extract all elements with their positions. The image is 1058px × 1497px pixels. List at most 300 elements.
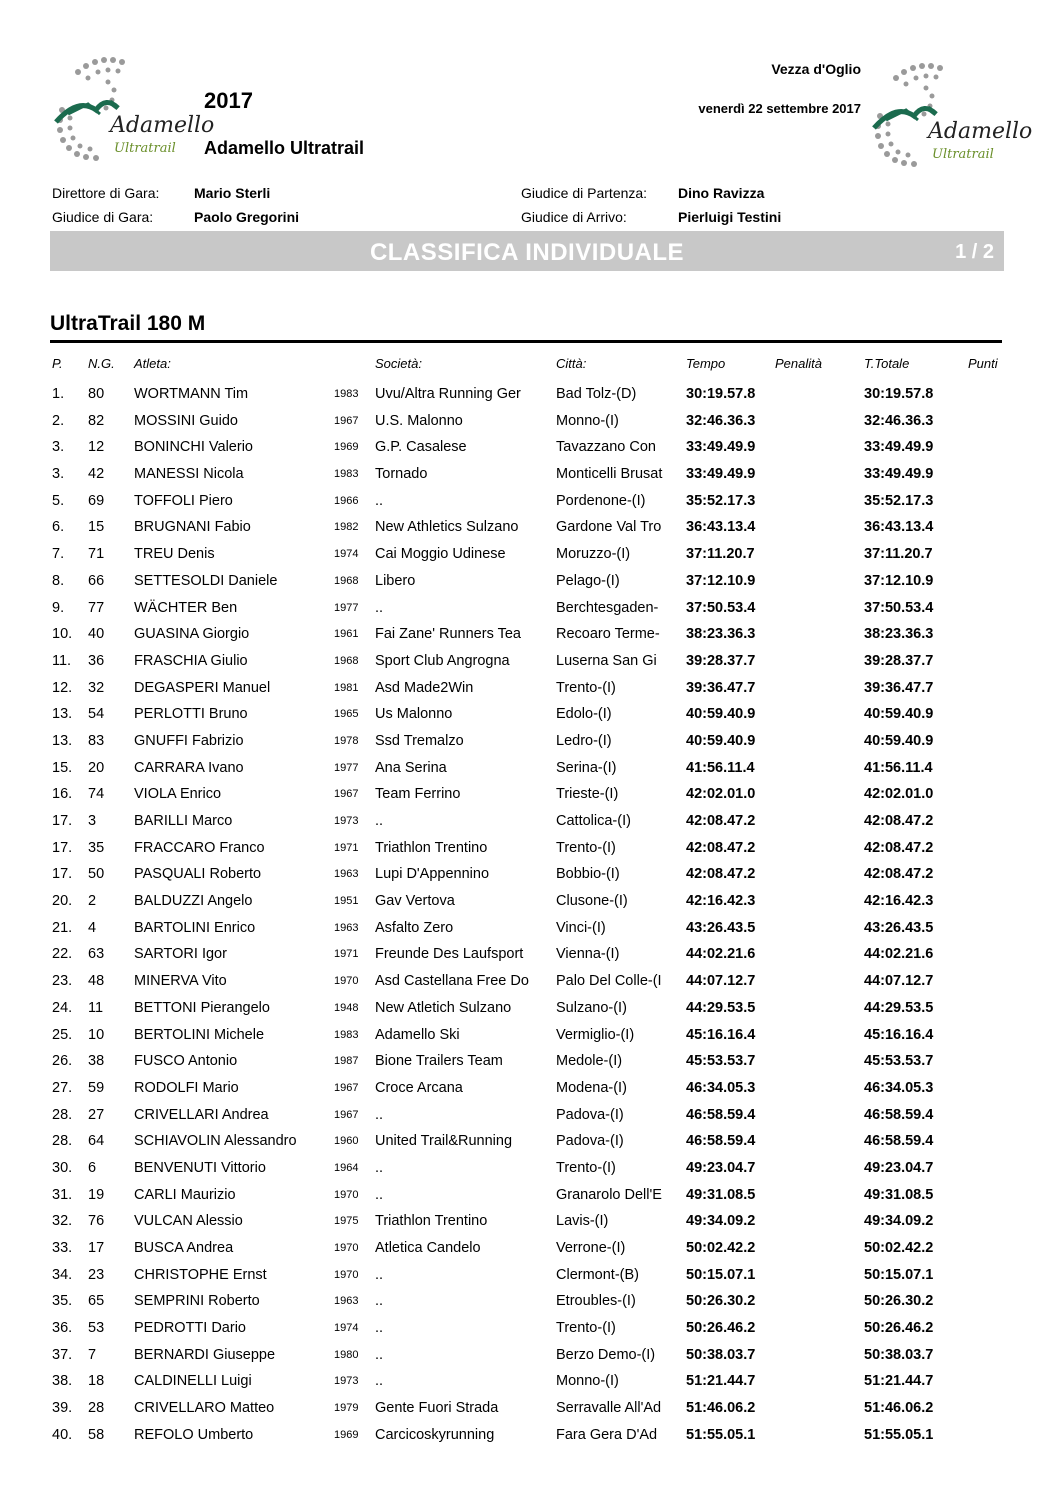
row-position: 3. (52, 439, 65, 456)
table-row (0, 409, 1058, 436)
row-time: 35:52.17.3 (686, 492, 756, 509)
row-position: 10. (52, 626, 73, 643)
row-birth-year: 1970 (334, 1188, 359, 1201)
row-athlete-name: FUSCO Antonio (134, 1053, 238, 1070)
row-birth-year: 1963 (334, 1295, 359, 1308)
row-time: 42:08.47.2 (686, 866, 756, 883)
row-athlete-name: SETTESOLDI Daniele (134, 572, 278, 589)
row-total-time: 38:23.36.3 (864, 626, 934, 643)
page-indicator: 1 / 2 (955, 241, 994, 263)
row-bib-number: 77 (88, 599, 105, 616)
row-time: 45:53.53.7 (686, 1053, 756, 1070)
row-athlete-name: CRIVELLARI Andrea (134, 1106, 269, 1123)
row-birth-year: 1979 (334, 1402, 359, 1415)
table-row (0, 542, 1058, 569)
row-total-time: 32:46.36.3 (864, 412, 934, 429)
row-bib-number: 48 (88, 973, 105, 990)
col-header-ng: N.G. (88, 356, 115, 371)
row-athlete-name: MOSSINI Guido (134, 412, 238, 429)
row-position: 21. (52, 919, 73, 936)
table-row (0, 435, 1058, 462)
row-bib-number: 58 (88, 1426, 105, 1443)
row-society: Fai Zane' Runners Tea (375, 626, 521, 643)
row-time: 40:59.40.9 (686, 706, 756, 723)
col-header-society: Società: (375, 356, 422, 371)
row-position: 28. (52, 1106, 73, 1123)
row-society: .. (375, 599, 384, 616)
row-total-time: 50:02.42.2 (864, 1240, 934, 1256)
table-row (0, 1183, 1058, 1210)
row-time: 42:08.47.2 (686, 839, 756, 856)
row-time: 40:59.40.9 (686, 732, 756, 749)
row-birth-year: 1967 (334, 414, 359, 427)
row-position: 26. (52, 1053, 73, 1070)
row-society: .. (375, 1346, 384, 1363)
row-time: 44:02.21.6 (686, 946, 756, 963)
row-position: 16. (52, 786, 73, 803)
logo-text-sub: Ultratrail (114, 141, 176, 156)
row-society: Croce Arcana (375, 1079, 463, 1096)
row-bib-number: 42 (88, 466, 105, 483)
row-society: .. (375, 1293, 384, 1310)
row-bib-number: 36 (88, 652, 105, 669)
row-total-time: 43:26.43.5 (864, 919, 934, 936)
row-city: Serina-(I) (556, 759, 617, 776)
row-time: 44:07.12.7 (686, 973, 756, 990)
row-bib-number: 2 (88, 893, 97, 910)
row-position: 13. (52, 706, 73, 723)
row-total-time: 40:59.40.9 (864, 732, 934, 749)
table-row (0, 969, 1058, 996)
row-athlete-name: MINERVA Vito (134, 973, 227, 990)
row-time: 42:16.42.3 (686, 893, 756, 910)
row-time: 33:49.49.9 (686, 466, 756, 483)
row-position: 13. (52, 732, 73, 749)
row-city: Vienna-(I) (556, 946, 620, 963)
row-time: 42:08.47.2 (686, 813, 756, 829)
row-society: Adamello Ski (375, 1026, 460, 1043)
table-row (0, 809, 1058, 836)
row-bib-number: 6 (88, 1159, 97, 1176)
row-athlete-name: VIOLA Enrico (134, 786, 222, 803)
table-row (0, 996, 1058, 1023)
row-bib-number: 23 (88, 1266, 105, 1283)
row-athlete-name: SARTORI Igor (134, 946, 227, 963)
row-position: 22. (52, 946, 73, 963)
row-time: 51:21.44.7 (686, 1373, 756, 1390)
row-birth-year: 1970 (334, 1268, 359, 1281)
row-society: New Athletics Sulzano (375, 519, 519, 536)
row-city: Monticelli Brusat (556, 466, 663, 483)
section-title: UltraTrail 180 M (50, 312, 206, 335)
row-time: 51:46.06.2 (686, 1400, 756, 1417)
row-city: Monno-(I) (556, 1373, 619, 1390)
row-total-time: 42:02.01.0 (864, 786, 934, 803)
table-row (0, 1156, 1058, 1183)
logo-text-main: Adamello (928, 119, 1033, 144)
row-total-time: 49:23.04.7 (864, 1159, 934, 1176)
row-athlete-name: MANESSI Nicola (134, 466, 244, 483)
row-position: 27. (52, 1079, 73, 1096)
row-athlete-name: FRACCARO Franco (134, 839, 265, 856)
row-athlete-name: PASQUALI Roberto (134, 866, 262, 883)
row-total-time: 50:15.07.1 (864, 1266, 934, 1283)
row-time: 41:56.11.4 (686, 759, 755, 776)
row-position: 6. (52, 519, 65, 536)
row-bib-number: 76 (88, 1213, 105, 1230)
adamello-logo-left (48, 52, 215, 164)
row-total-time: 42:08.47.2 (864, 813, 934, 829)
table-row (0, 782, 1058, 809)
row-total-time: 40:59.40.9 (864, 706, 934, 723)
row-society: Us Malonno (375, 706, 453, 723)
row-society: Libero (375, 572, 416, 589)
row-city: Tavazzano Con (556, 439, 656, 456)
table-row (0, 756, 1058, 783)
row-city: Ledro-(I) (556, 732, 612, 749)
row-bib-number: 66 (88, 572, 105, 589)
row-city: Vinci-(I) (556, 919, 606, 936)
row-athlete-name: BARTOLINI Enrico (134, 919, 256, 936)
row-city: Modena-(I) (556, 1079, 627, 1096)
row-society: Asd Castellana Free Do (375, 973, 529, 990)
race-judge: Paolo Gregorini (194, 209, 300, 225)
row-society: .. (375, 1106, 384, 1123)
row-position: 30. (52, 1159, 73, 1176)
row-society: Sport Club Angrogna (375, 652, 510, 669)
row-position: 11. (52, 652, 72, 669)
row-athlete-name: PERLOTTI Bruno (134, 706, 248, 723)
row-society: Triathlon Trentino (375, 839, 488, 856)
row-city: Sulzano-(I) (556, 999, 627, 1016)
row-athlete-name: CHRISTOPHE Ernst (134, 1266, 267, 1283)
row-time: 49:34.09.2 (686, 1213, 756, 1230)
row-time: 49:23.04.7 (686, 1159, 756, 1176)
row-bib-number: 7 (88, 1346, 97, 1363)
row-position: 8. (52, 572, 65, 589)
row-total-time: 46:58.59.4 (864, 1106, 934, 1123)
row-position: 23. (52, 973, 73, 990)
row-city: Clusone-(I) (556, 893, 628, 910)
row-total-time: 37:50.53.4 (864, 599, 934, 616)
table-row (0, 1209, 1058, 1236)
row-city: Moruzzo-(I) (556, 546, 631, 563)
row-city: Recoaro Terme- (556, 626, 660, 643)
row-athlete-name: BETTONI Pierangelo (134, 999, 270, 1016)
row-birth-year: 1973 (334, 1375, 359, 1388)
row-time: 44:29.53.5 (686, 999, 756, 1016)
row-athlete-name: BENVENUTI Vittorio (134, 1159, 266, 1176)
table-row (0, 1396, 1058, 1423)
row-position: 25. (52, 1026, 73, 1043)
row-birth-year: 1981 (334, 681, 359, 694)
finish-judge-label: Giudice di Arrivo: (521, 209, 627, 225)
row-total-time: 50:26.46.2 (864, 1320, 934, 1337)
table-row (0, 702, 1058, 729)
row-birth-year: 1961 (334, 628, 359, 641)
table-row (0, 942, 1058, 969)
row-bib-number: 82 (88, 412, 105, 429)
row-birth-year: 1971 (334, 841, 359, 854)
row-society: .. (375, 1320, 384, 1337)
row-bib-number: 15 (88, 519, 105, 536)
row-city: Trieste-(I) (556, 786, 619, 803)
row-birth-year: 1977 (334, 761, 359, 774)
row-society: United Trail&Running (375, 1133, 513, 1150)
row-athlete-name: BARILLI Marco (134, 813, 233, 829)
row-time: 50:02.42.2 (686, 1240, 756, 1256)
row-position: 2. (52, 412, 65, 429)
event-name: Adamello Ultratrail (204, 138, 365, 158)
row-position: 17. (52, 839, 73, 856)
row-birth-year: 1963 (334, 921, 359, 934)
table-row (0, 596, 1058, 623)
row-time: 32:46.36.3 (686, 412, 756, 429)
row-position: 38. (52, 1373, 73, 1390)
row-bib-number: 40 (88, 626, 105, 643)
row-total-time: 44:07.12.7 (864, 973, 934, 990)
row-position: 39. (52, 1400, 73, 1417)
table-row (0, 489, 1058, 516)
row-birth-year: 1964 (334, 1161, 359, 1174)
row-birth-year: 1951 (334, 895, 359, 908)
table-row (0, 916, 1058, 943)
table-row (0, 1423, 1058, 1450)
row-society: Uvu/Altra Running Ger (375, 386, 521, 402)
row-athlete-name: WÄCHTER Ben (134, 599, 238, 616)
row-time: 39:28.37.7 (686, 652, 756, 669)
row-society: .. (375, 1186, 384, 1203)
row-bib-number: 18 (88, 1373, 105, 1390)
row-society: .. (375, 1266, 384, 1283)
row-position: 9. (52, 599, 65, 616)
row-city: Etroubles-(I) (556, 1293, 636, 1310)
row-society: Bione Trailers Team (375, 1053, 503, 1070)
row-total-time: 33:49.49.9 (864, 466, 934, 483)
row-society: Gente Fuori Strada (375, 1400, 499, 1417)
row-bib-number: 11 (88, 999, 104, 1016)
row-total-time: 42:08.47.2 (864, 866, 934, 883)
row-birth-year: 1980 (334, 1348, 359, 1361)
row-time: 33:49.49.9 (686, 439, 756, 456)
row-athlete-name: VULCAN Alessio (134, 1213, 243, 1230)
row-society: Carcicoskyrunning (375, 1426, 495, 1443)
table-row (0, 862, 1058, 889)
row-birth-year: 1987 (334, 1055, 359, 1068)
table-row (0, 1076, 1058, 1103)
row-city: Bobbio-(I) (556, 866, 620, 883)
col-header-points: Punti (968, 356, 998, 371)
row-bib-number: 74 (88, 786, 105, 803)
table-row (0, 1343, 1058, 1370)
row-position: 36. (52, 1320, 73, 1337)
row-birth-year: 1974 (334, 548, 359, 561)
row-bib-number: 28 (88, 1400, 105, 1417)
row-athlete-name: BERTOLINI Michele (134, 1026, 265, 1043)
row-position: 3. (52, 466, 65, 483)
row-total-time: 49:34.09.2 (864, 1213, 934, 1230)
row-birth-year: 1977 (334, 601, 359, 614)
row-birth-year: 1983 (334, 468, 359, 481)
row-birth-year: 1966 (334, 494, 359, 507)
col-header-pos: P. (52, 356, 63, 371)
table-row (0, 1049, 1058, 1076)
table-row (0, 382, 1058, 409)
row-society: Ana Serina (375, 759, 447, 776)
col-header-total: T.Totale (864, 356, 910, 371)
row-position: 5. (52, 492, 65, 509)
row-time: 30:19.57.8 (686, 386, 756, 402)
col-header-time: Tempo (686, 356, 726, 371)
row-society: Tornado (375, 466, 428, 483)
row-time: 42:02.01.0 (686, 786, 756, 803)
row-society: New Atletich Sulzano (375, 999, 512, 1016)
row-total-time: 41:56.11.4 (864, 759, 933, 776)
row-time: 49:31.08.5 (686, 1186, 756, 1203)
row-city: Serravalle All'Ad (556, 1400, 662, 1417)
row-time: 46:58.59.4 (686, 1106, 756, 1123)
row-city: Lavis-(I) (556, 1213, 609, 1230)
row-position: 17. (52, 866, 73, 883)
row-bib-number: 38 (88, 1053, 105, 1070)
row-time: 37:12.10.9 (686, 572, 756, 589)
row-time: 46:58.59.4 (686, 1133, 756, 1150)
row-society: Asd Made2Win (375, 679, 474, 696)
row-city: Padova-(I) (556, 1106, 624, 1123)
row-city: Vermiglio-(I) (556, 1026, 635, 1043)
row-total-time: 50:26.30.2 (864, 1293, 934, 1310)
table-row (0, 1023, 1058, 1050)
row-total-time: 36:43.13.4 (864, 519, 934, 536)
row-birth-year: 1973 (334, 815, 359, 827)
row-bib-number: 65 (88, 1293, 105, 1310)
row-city: Bad Tolz-(D) (556, 386, 637, 402)
row-time: 50:26.30.2 (686, 1293, 756, 1310)
row-society: Ssd Tremalzo (375, 732, 464, 749)
row-birth-year: 1948 (334, 1001, 359, 1014)
row-society: .. (375, 813, 384, 829)
table-row (0, 622, 1058, 649)
row-city: Fara Gera D'Ad (556, 1426, 658, 1443)
row-position: 37. (52, 1346, 73, 1363)
row-bib-number: 54 (88, 706, 105, 723)
row-birth-year: 1967 (334, 1108, 359, 1121)
row-bib-number: 35 (88, 839, 105, 856)
row-society: U.S. Malonno (375, 412, 463, 429)
table-row (0, 649, 1058, 676)
row-birth-year: 1963 (334, 868, 359, 881)
row-athlete-name: SCHIAVOLIN Alessandro (134, 1133, 297, 1150)
row-time: 37:50.53.4 (686, 599, 756, 616)
row-bib-number: 19 (88, 1186, 105, 1203)
row-total-time: 51:21.44.7 (864, 1373, 934, 1390)
row-society: Asfalto Zero (375, 919, 454, 936)
row-city: Verrone-(I) (556, 1240, 626, 1256)
row-bib-number: 80 (88, 386, 105, 402)
event-location: Vezza d'Oglio (771, 61, 861, 77)
row-athlete-name: BONINCHI Valerio (134, 439, 253, 456)
row-total-time: 30:19.57.8 (864, 386, 934, 402)
row-city: Trento-(I) (556, 679, 616, 696)
col-header-athlete: Atleta: (134, 356, 171, 371)
row-position: 33. (52, 1240, 73, 1256)
row-birth-year: 1970 (334, 1242, 359, 1254)
row-position: 34. (52, 1266, 73, 1283)
row-city: Granarolo Dell'E (556, 1186, 662, 1203)
race-judge-label: Giudice di Gara: (52, 209, 154, 225)
row-total-time: 51:46.06.2 (864, 1400, 934, 1417)
row-birth-year: 1968 (334, 574, 359, 587)
row-athlete-name: BERNARDI Giuseppe (134, 1346, 276, 1363)
row-city: Trento-(I) (556, 839, 616, 856)
row-city: Monno-(I) (556, 412, 619, 429)
row-birth-year: 1969 (334, 441, 359, 454)
row-society: Freunde Des Laufsport (375, 946, 524, 963)
row-time: 50:38.03.7 (686, 1346, 756, 1363)
row-total-time: 44:29.53.5 (864, 999, 934, 1016)
row-city: Edolo-(I) (556, 706, 612, 723)
race-director-label: Direttore di Gara: (52, 185, 160, 201)
row-birth-year: 1970 (334, 975, 359, 988)
logo-text-main: Adamello (110, 113, 215, 138)
row-position: 35. (52, 1293, 73, 1310)
row-athlete-name: REFOLO Umberto (134, 1426, 254, 1443)
row-bib-number: 12 (88, 439, 105, 456)
row-time: 45:16.16.4 (686, 1026, 756, 1043)
section-divider (50, 340, 1002, 343)
row-society: Triathlon Trentino (375, 1213, 488, 1230)
row-position: 28. (52, 1133, 73, 1150)
table-row (0, 569, 1058, 596)
row-birth-year: 1982 (334, 521, 359, 534)
row-athlete-name: RODOLFI Mario (134, 1079, 239, 1096)
row-bib-number: 83 (88, 732, 105, 749)
table-row (0, 1129, 1058, 1156)
row-time: 50:15.07.1 (686, 1266, 756, 1283)
row-position: 7. (52, 546, 65, 563)
row-total-time: 37:11.20.7 (864, 546, 933, 563)
row-society: Lupi D'Appennino (375, 866, 490, 883)
row-time: 46:34.05.3 (686, 1079, 756, 1096)
row-time: 39:36.47.7 (686, 679, 756, 696)
row-position: 17. (52, 813, 73, 829)
row-birth-year: 1967 (334, 1081, 359, 1094)
row-position: 20. (52, 893, 73, 910)
row-birth-year: 1965 (334, 708, 359, 721)
table-row (0, 1236, 1058, 1263)
event-date: venerdì 22 settembre 2017 (698, 101, 861, 116)
row-birth-year: 1974 (334, 1322, 359, 1335)
row-total-time: 45:53.53.7 (864, 1053, 934, 1070)
row-total-time: 46:58.59.4 (864, 1133, 934, 1150)
row-society: Gav Vertova (375, 893, 455, 910)
col-header-city: Città: (556, 356, 587, 371)
row-athlete-name: SEMPRINI Roberto (134, 1293, 260, 1310)
row-athlete-name: FRASCHIA Giulio (134, 652, 248, 669)
row-bib-number: 10 (88, 1026, 105, 1043)
table-row (0, 836, 1058, 863)
row-birth-year: 1983 (334, 1028, 359, 1041)
row-athlete-name: BALDUZZI Angelo (134, 893, 253, 910)
row-total-time: 39:36.47.7 (864, 679, 934, 696)
row-total-time: 37:12.10.9 (864, 572, 934, 589)
row-time: 50:26.46.2 (686, 1320, 756, 1337)
row-city: Berzo Demo-(I) (556, 1346, 656, 1363)
row-city: Gardone Val Tro (556, 519, 662, 536)
start-judge-label: Giudice di Partenza: (521, 185, 648, 201)
row-birth-year: 1975 (334, 1215, 359, 1228)
row-birth-year: 1969 (334, 1428, 359, 1441)
